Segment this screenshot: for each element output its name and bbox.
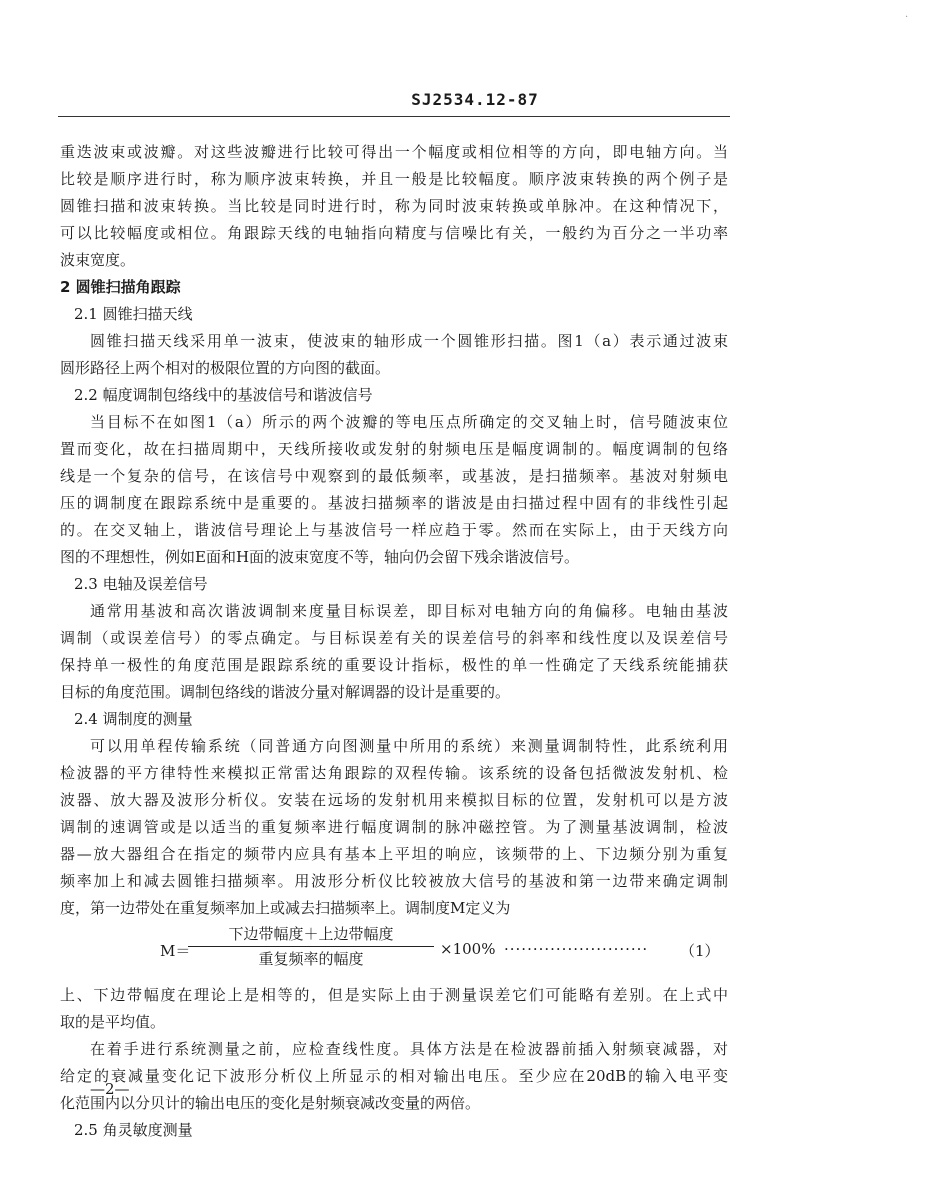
text-line: 保持单一极性的角度范围是跟踪系统的重要设计指标，极性的单一性确定了天线系统能捕获: [60, 656, 728, 674]
text-line: 可以用单程传输系统（同普通方向图测量中所用的系统）来测量调制特性，此系统利用: [90, 737, 728, 755]
text-line: 器—放大器组合在指定的频带内应具有基本上平坦的响应，该频带的上、下边频分别为重复: [60, 845, 728, 863]
modulation-formula: [60, 922, 728, 982]
text-line: 圆锥扫描和波束转换。当比较是同时进行时，称为同时波束转换或单脉冲。在这种情况下，: [60, 197, 728, 215]
text-line: 线是一个复杂的信号，在该信号中观察到的最低频率，或基波，是扫描频率。基波对射频电: [60, 467, 728, 485]
formula-rhs: ×100%: [440, 940, 496, 958]
text-line: 度，第一边带处在重复频率加上或减去扫描频率上。调制度M定义为: [60, 899, 511, 917]
text-line: 通常用基波和高次谐波调制来度量目标误差，即目标对电轴方向的角偏移。电轴由基波: [90, 602, 728, 620]
text-line: 置而变化，故在扫描周期中，天线所接收或发射的射频电压是幅度调制的。幅度调制的包络: [60, 440, 728, 458]
text-line: 图的不理想性，例如E面和H面的波束宽度不等，轴向仍会留下残余谐波信号。: [60, 548, 580, 566]
page-number: —2—: [90, 1080, 130, 1098]
document-body: [60, 139, 728, 1144]
formula-leader-dots: ·························: [504, 940, 649, 958]
formula-fraction: [188, 922, 434, 971]
subsection-heading: 2.1 圆锥扫描天线: [74, 305, 193, 323]
formula-denominator: 重复频率的幅度: [258, 950, 364, 968]
text-line: 在着手进行系统测量之前，应检查线性度。具体方法是在检波器前插入射频衰减器，对: [90, 1040, 728, 1058]
text-line: 调制的速调管或是以适当的重复频率进行幅度调制的脉冲磁控管。为了测量基波调制，检波: [60, 818, 728, 836]
text-line: 圆锥扫描天线采用单一波束，使波束的轴形成一个圆锥形扫描。图1（a）表示通过波束: [90, 332, 728, 350]
text-line: 化范围内以分贝计的输出电压的变化是射频衰减改变量的两倍。: [60, 1094, 481, 1112]
subsection-heading: 2.2 幅度调制包络线中的基波信号和谐波信号: [74, 386, 373, 404]
subsection-heading: 2.4 调制度的测量: [74, 710, 193, 728]
formula-numerator: 下边带幅度＋上边带幅度: [188, 922, 434, 947]
text-line: 目标的角度范围。调制包络线的谐波分量对解调器的设计是重要的。: [60, 683, 511, 701]
text-line: 圆形路径上两个相对的极限位置的方向图的截面。: [60, 359, 391, 377]
formula-lhs: M＝: [160, 942, 191, 960]
subsection-heading: 2.3 电轴及误差信号: [74, 575, 208, 593]
text-line: 调制（或误差信号）的零点确定。与目标误差有关的误差信号的斜率和线性度以及误差信号: [60, 629, 728, 647]
text-line: 给定的衰减量变化记下波形分析仪上所显示的相对输出电压。至少应在20dB的输入电平变: [60, 1067, 728, 1085]
text-line: 波束宽度。: [60, 251, 136, 269]
formula-number: （1）: [680, 942, 720, 960]
text-line: 取的是平均值。: [60, 1013, 166, 1031]
text-line: 检波器的平方律特性来模拟正常雷达角跟踪的双程传输。该系统的设备包括微波发射机、检: [60, 764, 728, 782]
text-line: 当目标不在如图1（a）所示的两个波瓣的等电压点所确定的交叉轴上时，信号随波束位: [90, 413, 728, 431]
text-line: 重迭波束或波瓣。对这些波瓣进行比较可得出一个幅度或相位相等的方向，即电轴方向。当: [60, 143, 728, 161]
text-line: 上、下边带幅度在理论上是相等的，但是实际上由于测量误差它们可能略有差别。在上式中: [60, 986, 728, 1004]
text-line: 波器、放大器及波形分析仪。安装在远场的发射机用来模拟目标的位置，发射机可以是方波: [60, 791, 728, 809]
text-line: 的。在交叉轴上，谐波信号理论上与基波信号一样应趋于零。然而在实际上，由于天线方向: [60, 521, 728, 539]
text-line: 压的调制度在跟踪系统中是重要的。基波扫描频率的谐波是由扫描过程中固有的非线性引起: [60, 494, 728, 512]
subsection-heading: 2.5 角灵敏度测量: [74, 1121, 193, 1139]
text-line: 比较是顺序进行时，称为顺序波束转换，并且一般是比较幅度。顺序波束转换的两个例子是: [60, 170, 728, 188]
section-heading: 2 圆锥扫描角跟踪: [60, 278, 181, 296]
corner-mark: ·: [905, 12, 909, 23]
text-line: 频率加上和减去圆锥扫描频率。用波形分析仪比较被放大信号的基波和第一边带来确定调制: [60, 872, 728, 890]
text-line: 可以比较幅度或相位。角跟踪天线的电轴指向精度与信噪比有关，一般约为百分之一半功率: [60, 224, 728, 242]
header-rule: [58, 116, 730, 117]
standard-code-header: SJ2534.12-87: [411, 90, 539, 109]
